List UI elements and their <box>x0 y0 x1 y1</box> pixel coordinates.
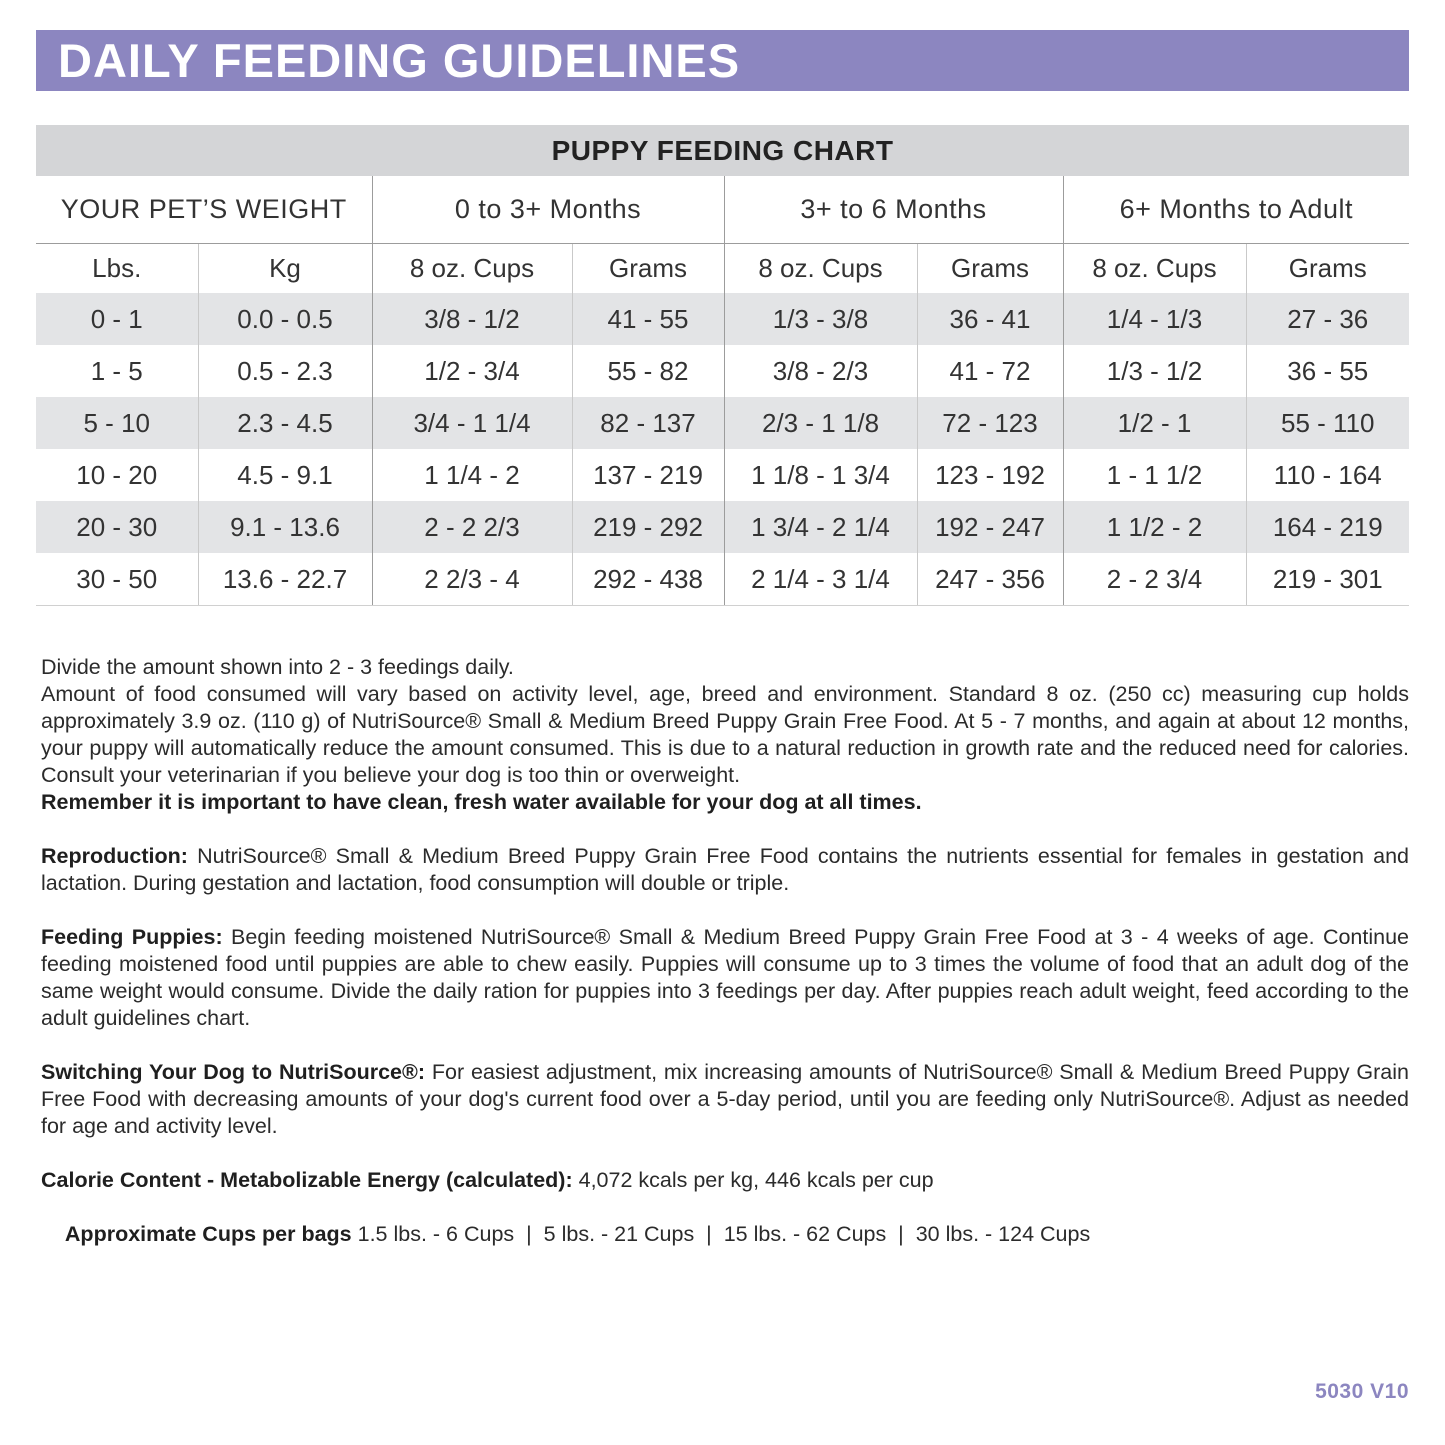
subheader-row <box>36 244 1409 294</box>
note-cups-per-bag <box>41 1194 1409 1275</box>
cell-kg: 2.3 - 4.5 <box>198 397 372 449</box>
subheader-grams: Grams <box>572 244 724 294</box>
feeding-notes <box>41 654 1409 1275</box>
cell-grams: 82 - 137 <box>572 397 724 449</box>
subheader-cups: 8 oz. Cups <box>372 244 572 294</box>
cell-grams: 55 - 110 <box>1246 397 1409 449</box>
cell-grams: 219 - 292 <box>572 501 724 553</box>
page-title: DAILY FEEDING GUIDELINES <box>58 34 741 87</box>
cell-kg: 4.5 - 9.1 <box>198 449 372 501</box>
cell-cups: 1/3 - 3/8 <box>724 293 917 345</box>
cell-cups: 1/3 - 1/2 <box>1063 345 1246 397</box>
note-amount: Amount of food consumed will vary based on activity level, age, breed and environment. Standard 8 oz. (250 cc) measuring cup holds approximately 3.9 oz. (110 g) of NutriSource® Small & Medium Breed Puppy Grain Free Food. At 5 - 7 months, and again at about 12 months, your puppy will automatically reduce the amount consumed. This is due to a natural reduction in growth rate and the reduced need for calories. Consult your veterinarian if you believe your dog is too thin or overweight. <box>41 682 1409 787</box>
cell-grams: 36 - 55 <box>1246 345 1409 397</box>
cups-per-bag-label: Approximate Cups per bags <box>64 1222 352 1246</box>
cell-lbs: 1 - 5 <box>90 355 143 386</box>
subheader-grams: Grams <box>917 244 1063 294</box>
cell-cups: 2 2/3 - 4 <box>372 553 572 606</box>
cell-lbs: 5 - 10 <box>36 397 198 449</box>
cell-grams: 41 - 72 <box>917 345 1063 397</box>
cell-grams: 137 - 219 <box>572 449 724 501</box>
reproduction-label: Reproduction: <box>41 844 188 868</box>
cell-grams: 27 - 36 <box>1246 293 1409 345</box>
cell-grams: 123 - 192 <box>917 449 1063 501</box>
cell-cups: 2 - 2 2/3 <box>372 501 572 553</box>
cell-grams: 292 - 438 <box>572 553 724 606</box>
cell-cups: 2 1/4 - 3 1/4 <box>724 553 917 606</box>
table-row <box>36 449 1409 501</box>
cell-cups: 1 1/8 - 1 3/4 <box>724 449 917 501</box>
subheader-kg: Kg <box>198 244 372 294</box>
cups-per-bag-text: 1.5 lbs. - 6 Cups | 5 lbs. - 21 Cups | 15 lbs. - 62 Cups | 30 lbs. - 124 Cups <box>357 1222 1091 1246</box>
cell-kg: 0.5 - 2.3 <box>198 345 372 397</box>
chart-title: PUPPY FEEDING CHART <box>36 125 1409 176</box>
subheader-grams: Grams <box>1246 244 1409 294</box>
puppy-feeding-chart <box>36 125 1409 606</box>
cell-cups: 2/3 - 1 1/8 <box>724 397 917 449</box>
cell-cups: 1/4 - 1/3 <box>1063 293 1246 345</box>
table-row <box>36 293 1409 345</box>
subheader-lbs: Lbs. <box>92 253 142 283</box>
document-code: 5030 V10 <box>1315 1380 1409 1403</box>
cell-grams: 110 - 164 <box>1246 449 1409 501</box>
subheader-cups: 8 oz. Cups <box>724 244 917 294</box>
header-age-0-3: 0 to 3+ Months <box>372 176 724 244</box>
page-title-banner <box>36 30 1409 91</box>
cell-cups: 1/2 - 3/4 <box>372 345 572 397</box>
header-age-6-adult: 6+ Months to Adult <box>1063 176 1409 244</box>
cell-cups: 1 1/2 - 2 <box>1063 501 1246 553</box>
cell-grams: 192 - 247 <box>917 501 1063 553</box>
feeding-puppies-label: Feeding Puppies: <box>41 925 223 949</box>
table-row <box>36 553 1409 606</box>
note-divide: Divide the amount shown into 2 - 3 feedings daily. <box>41 655 514 679</box>
note-feeding-puppies <box>41 924 1409 1032</box>
calorie-text: 4,072 kcals per kg, 446 kcals per cup <box>578 1168 934 1192</box>
cell-lbs: 20 - 30 <box>36 501 198 553</box>
cell-cups: 2 - 2 3/4 <box>1063 553 1246 606</box>
switching-label: Switching Your Dog to NutriSource®: <box>41 1060 426 1084</box>
cell-lbs: 10 - 20 <box>76 459 158 490</box>
switching-text: For easiest adjustment, mix increasing amounts of NutriSource® Small & Medium Breed Puppy Grain Free Food with decreasing amounts of your dog's current food over a 5-day period, until you are feeding only NutriSource®. Adjust as needed for age and activity level. <box>41 1060 1409 1138</box>
table-row <box>36 345 1409 397</box>
table-row <box>36 397 1409 449</box>
cell-cups: 3/8 - 2/3 <box>724 345 917 397</box>
cell-cups: 1 - 1 1/2 <box>1063 449 1246 501</box>
reproduction-text: NutriSource® Small & Medium Breed Puppy Grain Free Food contains the nutrients essential for females in gestation and lactation. During gestation and lactation, food consumption will double or triple. <box>41 844 1409 895</box>
note-calorie <box>41 1167 1409 1194</box>
header-weight: YOUR PET’S WEIGHT <box>36 176 372 244</box>
header-age-3-6: 3+ to 6 Months <box>724 176 1063 244</box>
cell-cups: 1 1/4 - 2 <box>372 449 572 501</box>
cell-grams: 36 - 41 <box>917 293 1063 345</box>
cell-kg: 0.0 - 0.5 <box>198 293 372 345</box>
cell-grams: 55 - 82 <box>572 345 724 397</box>
cell-grams: 247 - 356 <box>917 553 1063 606</box>
cell-kg: 13.6 - 22.7 <box>198 553 372 606</box>
note-water: Remember it is important to have clean, fresh water available for your dog at all times. <box>41 790 922 814</box>
note-reproduction <box>41 843 1409 897</box>
feeding-puppies-text: Begin feeding moistened NutriSource® Small & Medium Breed Puppy Grain Free Food at 3 - 4 weeks of age. Continue feeding moistened food until puppies are able to chew easily. Puppies will consume up to 3 times the volume of food that an adult dog of the same weight would consume. Divide the daily ration for puppies into 3 feedings per day. After puppies reach adult weight, feed according to the adult guidelines chart. <box>41 925 1410 1030</box>
cell-grams: 72 - 123 <box>917 397 1063 449</box>
cell-cups: 1 3/4 - 2 1/4 <box>724 501 917 553</box>
subheader-cups: 8 oz. Cups <box>1063 244 1246 294</box>
cell-grams: 219 - 301 <box>1246 553 1409 606</box>
cell-lbs: 30 - 50 <box>36 553 198 606</box>
cell-grams: 164 - 219 <box>1246 501 1409 553</box>
cell-cups: 1/2 - 1 <box>1063 397 1246 449</box>
note-switching <box>41 1059 1409 1140</box>
cell-lbs: 0 - 1 <box>36 293 198 345</box>
cell-cups: 3/8 - 1/2 <box>372 293 572 345</box>
table-row <box>36 501 1409 553</box>
cell-cups: 3/4 - 1 1/4 <box>372 397 572 449</box>
cell-grams: 41 - 55 <box>572 293 724 345</box>
calorie-label: Calorie Content - Metabolizable Energy (calculated): <box>41 1168 573 1192</box>
cell-kg: 9.1 - 13.6 <box>198 501 372 553</box>
